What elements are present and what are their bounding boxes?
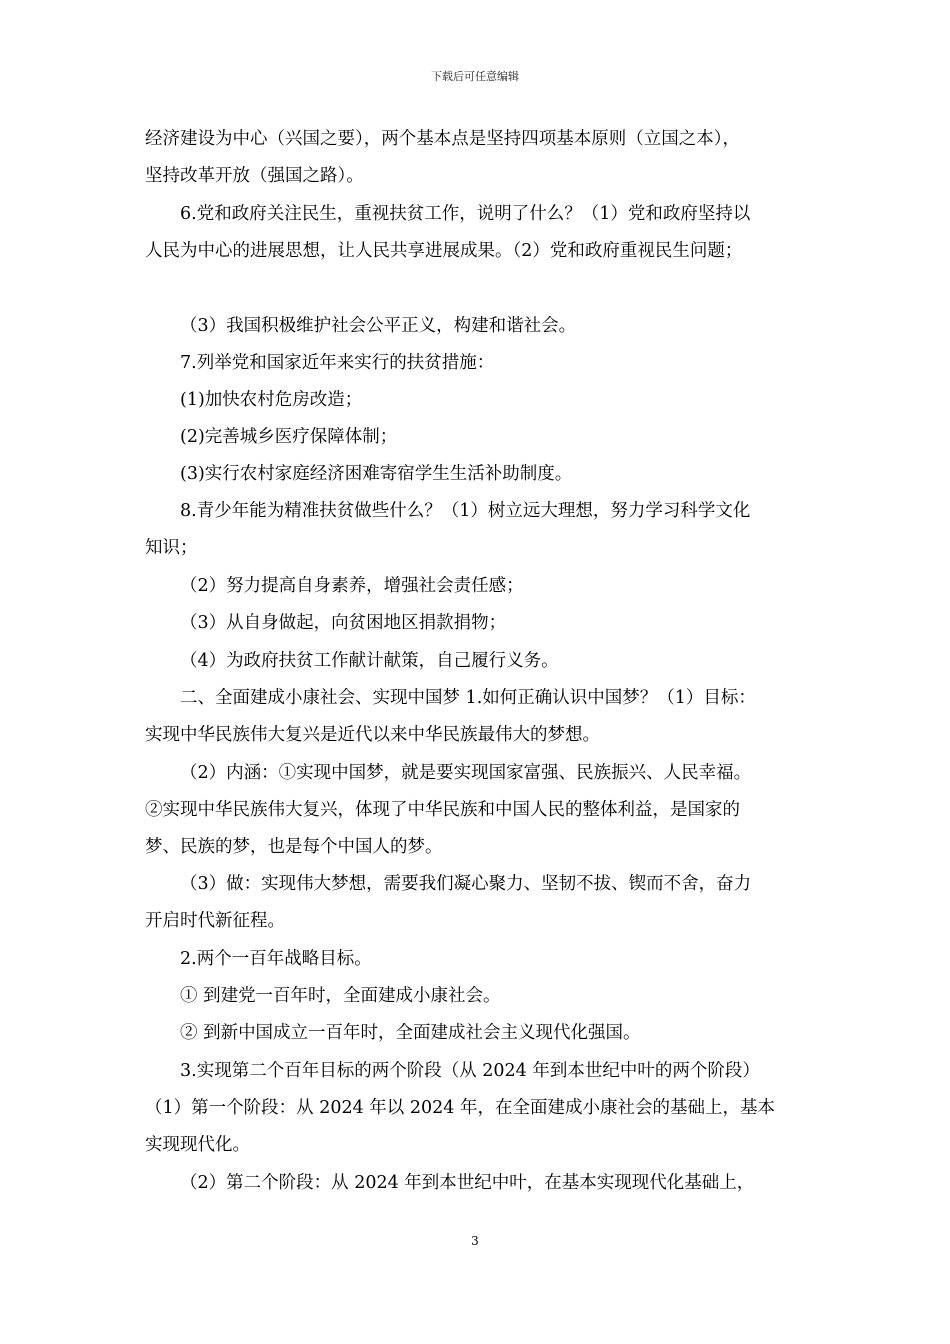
text-line: 经济建设为中心（兴国之要），两个基本点是坚持四项基本原则（立国之本）， — [145, 129, 740, 149]
text-line: ① 到建党一百年时，全面建成小康社会。 — [180, 986, 501, 1006]
section-heading: 二、全面建成小康社会、实现中国梦 1.如何正确认识中国梦？（1）目标： — [180, 688, 756, 708]
text-line: 梦、民族的梦，也是每个中国人的梦。 — [145, 837, 443, 857]
page-number: 3 — [471, 1234, 479, 1248]
text-line: (3)实行农村家庭经济困难寄宿学生生活补助制度。 — [180, 464, 573, 484]
text-line: ②实现中华民族伟大复兴，体现了中华民族和中国人民的整体利益，是国家的 — [145, 800, 740, 820]
text-line: （1）第一个阶段：从 2024 年以 2024 年，在全面建成小康社会的基础上，基本 — [145, 1098, 775, 1118]
text-line: (2)完善城乡医疗保障体制； — [180, 427, 398, 447]
text-line: （4）为政府扶贫工作献计献策，自己履行义务。 — [180, 651, 559, 671]
text-line: 开启时代新征程。 — [145, 911, 285, 931]
text-line: ② 到新中国成立一百年时，全面建成社会主义现代化强国。 — [180, 1023, 641, 1043]
text-line: （3）我国积极维护社会公平正义，构建和谐社会。 — [180, 316, 577, 336]
text-line: 坚持改革开放（强国之路）。 — [145, 166, 364, 186]
text-line: （2）第二个阶段：从 2024 年到本世纪中叶，在基本实现现代化基础上， — [180, 1173, 755, 1193]
text-line: 人民为中心的进展思想，让人民共享进展成果。（2）党和政府重视民生问题； — [145, 241, 743, 261]
text-line: (1)加快农村危房改造； — [180, 390, 363, 410]
text-line: 3.实现第二个百年目标的两个阶段（从 2024 年到本世纪中叶的两个阶段） — [180, 1061, 760, 1081]
text-line: （3）从自身做起，向贫困地区捐款捐物； — [180, 613, 507, 633]
text-line: 6.党和政府关注民生，重视扶贫工作，说明了什么？（1）党和政府坚持以 — [180, 204, 751, 224]
text-line: 实现现代化。 — [145, 1135, 250, 1155]
text-line: 8.青少年能为精准扶贫做些什么？（1）树立远大理想，努力学习科学文化 — [180, 501, 751, 521]
text-line: 实现中华民族伟大复兴是近代以来中华民族最伟大的梦想。 — [145, 725, 600, 745]
text-line: （2）努力提高自身素养，增强社会责任感； — [180, 576, 524, 596]
text-line: 2.两个一百年战略目标。 — [180, 949, 372, 969]
text-line: 知识； — [145, 538, 198, 558]
text-line: 7.列举党和国家近年来实行的扶贫措施： — [180, 353, 495, 373]
text-line: （3）做：实现伟大梦想，需要我们凝心聚力、坚韧不拔、锲而不舍，奋力 — [180, 874, 752, 894]
page-header: 下载后可任意编辑 — [431, 70, 519, 83]
text-line: （2）内涵：①实现中国梦，就是要实现国家富强、民族振兴、人民幸福。 — [180, 763, 752, 783]
